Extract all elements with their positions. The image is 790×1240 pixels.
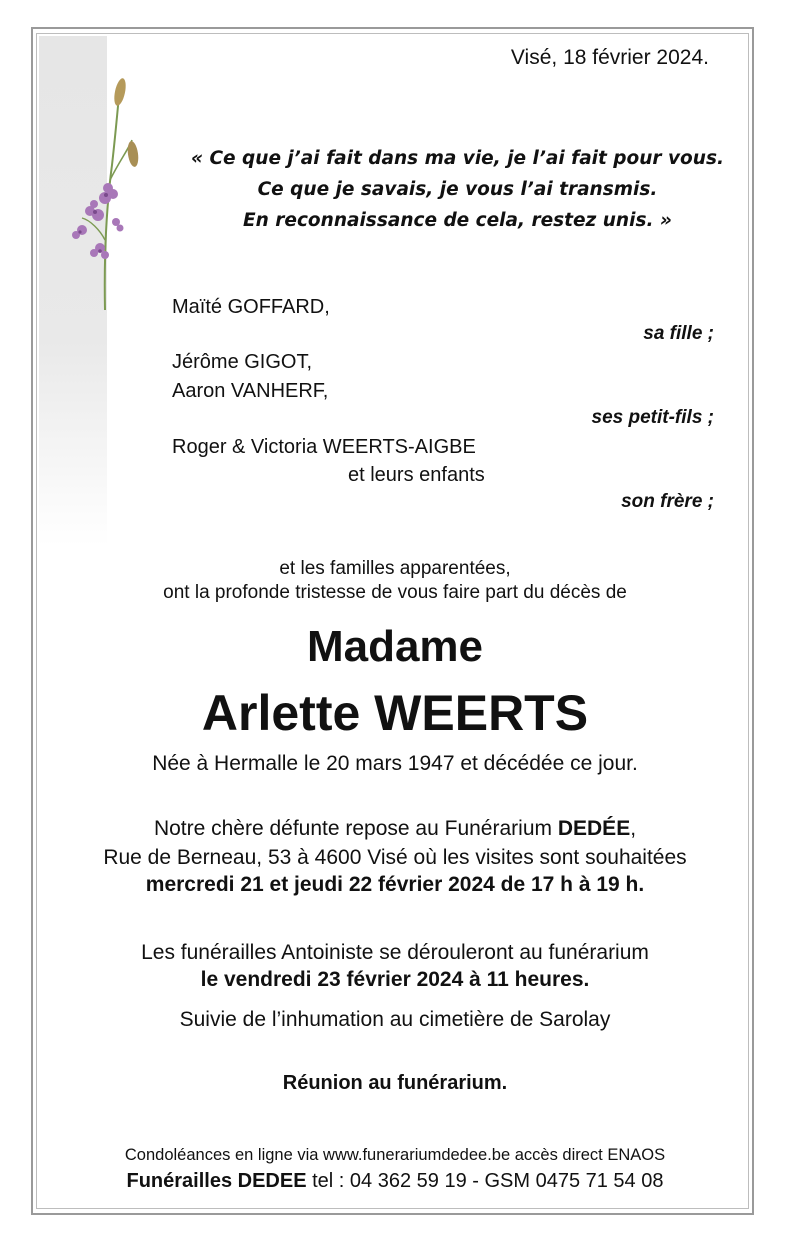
grandson-name-2: Aaron VANHERF, [172, 380, 329, 402]
brother-name: Roger & Victoria WEERTS-AIGBE [172, 436, 476, 458]
reunion-line: Réunion au funérarium. [282, 1072, 508, 1094]
contact-phones: tel : 04 362 59 19 - GSM 0475 71 54 08 [306, 1170, 664, 1192]
funeral-line-1: Les funérailles Antoiniste se dérouleront au funérarium [141, 941, 649, 964]
visitation-line-1 [0, 817, 790, 841]
brother-children: et leurs enfants [348, 464, 485, 486]
quote-line-2: Ce que je savais, je vous l’ai transmis. [257, 179, 658, 200]
contact-line [0, 1170, 790, 1193]
grandsons-role: ses petit-fils ; [591, 407, 714, 428]
deceased-title: Madame [306, 622, 484, 671]
quote-line-3: En reconnaissance de cela, restez unis. » [243, 210, 672, 231]
grandson-name-1: Jérôme GIGOT, [172, 351, 313, 373]
quote-line-1: « Ce que j’ai fait dans ma vie, je l’ai fait pour vous. [191, 148, 724, 169]
brother-role: son frère ; [621, 491, 714, 512]
daughter-role: sa fille ; [643, 323, 714, 344]
funerarium-name: DEDÉE [557, 817, 631, 840]
letter-date: Visé, 18 février 2024. [510, 46, 709, 69]
funeral-date: le vendredi 23 février 2024 à 11 heures. [200, 968, 590, 991]
visitation-address: Rue de Berneau, 53 à 4600 Visé où les visites sont souhaitées [103, 846, 687, 869]
company-name: Funérailles DEDEE [126, 1170, 307, 1192]
deceased-name: Arlette WEERTS [201, 685, 589, 741]
birth-death-line: Née à Hermalle le 20 mars 1947 et décédée ce jour. [152, 752, 638, 775]
visitation-line-1-text: Notre chère défunte repose au Funérarium [153, 817, 558, 840]
visitation-line-1-comma: , [630, 817, 637, 840]
daughter-name: Maïté GOFFARD, [172, 296, 330, 318]
announcement-text: ont la profonde tristesse de vous faire part du décès de [163, 582, 627, 603]
visitation-dates: mercredi 21 et jeudi 22 février 2024 de 17 h à 19 h. [145, 873, 645, 896]
burial-line: Suivie de l’inhumation au cimetière de Sarolay [179, 1008, 611, 1031]
condolences-line: Condoléances en ligne via www.funerariumdedee.be accès direct ENAOS [124, 1146, 666, 1164]
related-families: et les familles apparentées, [279, 558, 511, 579]
